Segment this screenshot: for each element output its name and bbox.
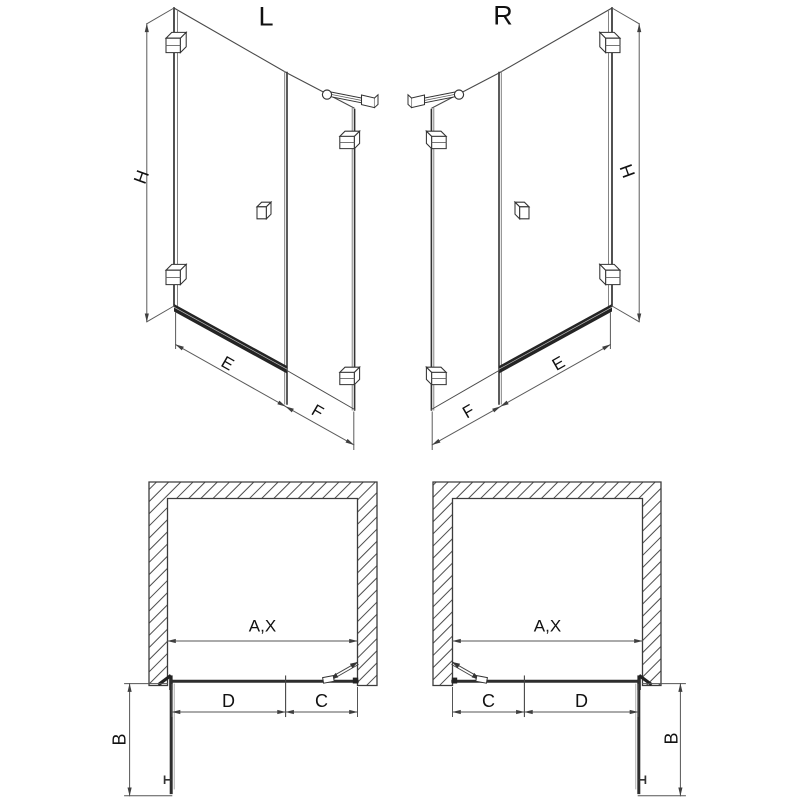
dim-label-f-left: F (308, 400, 327, 423)
door-handle (257, 202, 271, 219)
support-bar-pivot (322, 90, 331, 99)
fixed-panel (287, 73, 355, 410)
dim-h-ext-top (147, 8, 174, 24)
plan-right-walls (433, 482, 661, 686)
title-right-variant: R (493, 0, 513, 31)
dim-label-c-left: C (315, 691, 328, 711)
title-left-variant: L (258, 1, 274, 32)
plan-left-walls (149, 482, 377, 686)
dim-label-f-right: F (459, 400, 478, 423)
fixed-panel-clamp-bottom (340, 367, 360, 384)
support-bar (322, 90, 378, 108)
hinge-top (166, 32, 186, 52)
dim-label-e-right: E (548, 352, 569, 375)
support-bar-wall-bracket (362, 95, 375, 108)
dim-label-d-left: D (222, 691, 235, 711)
fixed-panel-clamp-top (340, 131, 360, 148)
dim-label-ax-left: A,X (248, 616, 277, 636)
dim-label-c-right: C (482, 691, 495, 711)
dim-label-b-left: B (109, 733, 130, 746)
dim-label-e-left: E (217, 352, 238, 375)
dim-label-ax-right: A,X (533, 616, 562, 636)
dim-label-b-right: B (661, 732, 682, 745)
labels (110, 1, 682, 746)
hinge-bottom (166, 264, 186, 284)
dim-label-d-right: D (575, 691, 588, 711)
fixed-top-edge (287, 73, 354, 108)
wall-fixing-block-plan (353, 678, 358, 684)
iso-right-view-geometry (408, 8, 639, 450)
dim-h-ext-bottom (147, 306, 174, 322)
dim-label-h-left: H (129, 167, 154, 187)
iso-left-view-geometry (147, 8, 378, 450)
dim-label-h-right: H (615, 161, 640, 181)
